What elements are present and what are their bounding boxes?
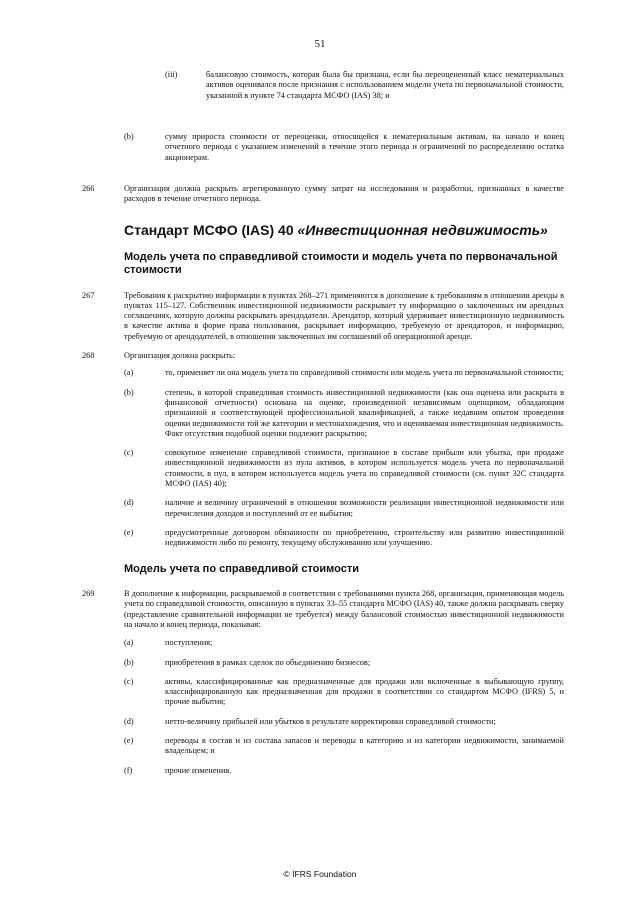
paragraph-269 xyxy=(0,589,640,630)
paragraph-lead: В дополнение к информации, раскрываемой в соответствии с требованиями пункта 268, организация, применяющая модель учета по справедливой стоимости, описанную в пунктах 33–55 стандарта МСФО (IAS) 40, также должна раскрывать сверку (представление сравнительной информации не требуется) между балансовой стоимостью инвестиционной недвижимости на начало и конец периода, показывая: xyxy=(124,589,564,629)
paragraph-text: Организация должна раскрыть агрегированную сумму затрат на исследования и разработки, признанных в качестве расходов в течение отчетного периода. xyxy=(124,184,564,204)
item-marker: (e) xyxy=(124,527,134,537)
item-text: активы, классифицированные как предназначенные для продажи или включенные в выбывающую группу, классифицированную как предназначенная для продажи в соответствии со стандартом МСФО (IFRS) 5, и прочие выбытия; xyxy=(165,676,564,707)
list-item xyxy=(0,677,640,708)
item-marker: (b) xyxy=(124,387,134,397)
item-text: прочие изменения. xyxy=(165,765,232,775)
paragraph-number: 266 xyxy=(82,184,95,193)
item-marker: (d) xyxy=(124,498,134,508)
list-item xyxy=(0,528,640,549)
list-item xyxy=(0,448,640,489)
item-text: поступления; xyxy=(165,638,213,648)
paragraph-268 xyxy=(0,351,640,361)
section-heading: Модель учета по справедливой стоимости и модель учета по первоначальной стоимости xyxy=(124,250,558,277)
item-text: наличие и величину ограничений в отношении возможности реализации инвестиционной недвижимости или перечисления доходов и поступлений от ее выбытия; xyxy=(165,498,564,518)
list-item xyxy=(0,736,640,757)
paragraph-text: Требования к раскрытию информации в пунктах 268–271 применяются в дополнение к требованиям в отношении аренды в пунктах 115–127. Собственник инвестиционной недвижимости раскрывает ту информацию о заключенных им арендных соглашениях, которую должны раскрывать арендодатели. Арендатор, который удерживает инвестиционную недвижимость в качестве актива в форме права пользования, раскрывает информацию, требуемую от арендаторов, и информацию, требуемую от арендодателей, в отношении заключенных им соглашений об операционной аренде. xyxy=(124,290,564,341)
item-text: нетто-величину прибылей или убытков в результате корректировки справедливой стоимости; xyxy=(165,716,496,726)
item-marker: (a) xyxy=(124,368,134,378)
standard-heading-prefix: Стандарт МСФО (IAS) 40 xyxy=(124,221,298,238)
item-marker: (c) xyxy=(124,448,134,458)
list-item xyxy=(0,388,640,439)
item-text: переводы в состав и из состава запасов и переводы в категорию и из категории недвижимости, занимаемой владельцем; и xyxy=(165,736,564,756)
page-number: 51 xyxy=(314,38,326,50)
item-text: предусмотренные договором обязанности по приобретению, строительству или развитию инвестиционной недвижимости либо по ремонту, текущему обслуживанию или улучшению. xyxy=(165,527,564,548)
item-text: приобретения в рамках сделок по объединению бизнесов; xyxy=(165,657,371,667)
list-item xyxy=(0,658,640,668)
paragraph-266 xyxy=(0,184,640,205)
list-item xyxy=(0,638,640,648)
item-text: сумму прироста стоимости от переоценки, относящейся к нематериальным активам, на начало и конец отчетного периода с указанием изменений в течение этого периода и ограничений по распределению остатка акционерам. xyxy=(165,132,564,162)
paragraph-number: 269 xyxy=(82,589,95,599)
paragraph-267 xyxy=(0,291,640,342)
item-marker: (e) xyxy=(124,736,134,745)
standard-heading xyxy=(124,222,564,239)
list-item xyxy=(0,766,640,776)
item-marker: (iii) xyxy=(165,70,178,79)
list-item xyxy=(0,368,640,378)
item-marker: (b) xyxy=(124,657,134,667)
item-marker: (c) xyxy=(124,676,134,686)
standard-heading-title: «Инвестиционная недвижимость» xyxy=(297,221,548,238)
section-heading: Модель учета по справедливой стоимости xyxy=(124,562,359,575)
list-item xyxy=(0,717,640,727)
item-text: то, применяет ли она модель учета по справедливой стоимости или модель учета по первоначальной стоимости; xyxy=(165,368,564,378)
paragraph-number: 268 xyxy=(82,351,95,361)
paragraph-lead: Организация должна раскрыть: xyxy=(124,351,236,361)
list-item xyxy=(0,70,640,122)
page-footer: © IFRS Foundation xyxy=(283,869,357,879)
item-marker: (a) xyxy=(124,638,134,648)
item-marker: (d) xyxy=(124,716,134,726)
item-marker: (b) xyxy=(124,132,134,141)
item-text: совокупное изменение справедливой стоимости, признанное в составе прибыли или убытка, при продаже инвестиционной недвижимости из пула активов, в котором используется модель учета по первоначальной стоимости, в пул, в котором используется модель учета по справедливой стоимости (см. пункт 32C стандарта МСФО (IAS) 40); xyxy=(165,448,564,489)
list-item xyxy=(0,498,640,519)
item-text: балансовую стоимость, которая была бы признана, если бы переоцененный класс нематериальных активов оценивался после признания с использованием модели учета по первоначальной стоимости, указанной в пункте 74 стандарта МСФО (IAS) 38; и xyxy=(206,70,564,100)
paragraph-number: 267 xyxy=(82,290,95,300)
item-marker: (f) xyxy=(124,765,133,775)
list-item xyxy=(0,132,640,174)
item-text: степень, в которой справедливая стоимость инвестиционной недвижимости (как она оценена или раскрыта в финансовой отчетности) основана на оценке, произведенной независимым оценщиком, обладающим признанной и соответствующей профессиональной квалификацией, а также недавним опытом проведения оценки недвижимости той же категории и местонахождения, что и оцениваемая инвестиционная недвижимость. Факт отсутствия подобной оценки подлежит раскрытию; xyxy=(165,387,564,438)
page-content xyxy=(0,70,640,776)
